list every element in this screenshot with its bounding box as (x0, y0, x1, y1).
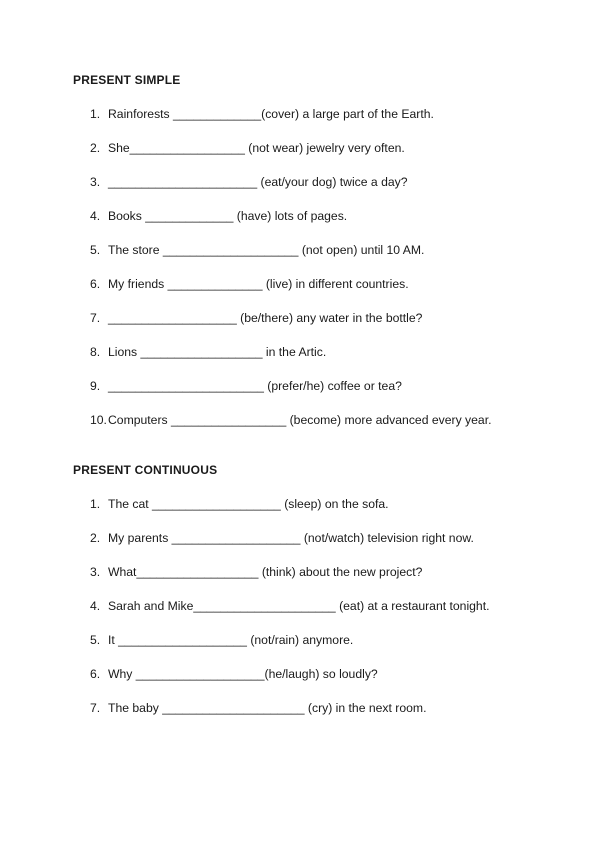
exercise-text: My friends ______________ (live) in different countries. (108, 277, 409, 291)
exercise-item (90, 666, 489, 700)
exercise-item (90, 412, 491, 446)
exercise-text: Books _____________ (have) lots of pages. (108, 209, 348, 223)
exercise-number: 4. (90, 209, 101, 223)
exercise-number: 7. (90, 701, 101, 715)
exercise-list-present-continuous (90, 496, 489, 734)
exercise-text: _______________________ (prefer/he) coffee or tea? (108, 379, 402, 393)
exercise-number: 5. (90, 243, 101, 257)
exercise-item (90, 564, 489, 598)
exercise-item (90, 700, 489, 734)
exercise-item (90, 496, 489, 530)
exercise-number: 4. (90, 599, 101, 613)
section-title-present-simple: PRESENT SIMPLE (73, 73, 181, 87)
exercise-text: Lions __________________ in the Artic. (108, 345, 327, 359)
exercise-item (90, 276, 491, 310)
exercise-text: What__________________ (think) about the new project? (108, 565, 423, 579)
exercise-text: The store ____________________ (not open) until 10 AM. (108, 243, 425, 257)
exercise-number: 8. (90, 345, 101, 359)
exercise-item (90, 208, 491, 242)
exercise-number: 2. (90, 141, 101, 155)
exercise-item (90, 530, 489, 564)
exercise-text: Sarah and Mike_____________________ (eat) at a restaurant tonight. (108, 599, 490, 613)
exercise-item (90, 310, 491, 344)
exercise-text: My parents ___________________ (not/watch) television right now. (108, 531, 474, 545)
exercise-text: Why ___________________(he/laugh) so loudly? (108, 667, 378, 681)
exercise-item (90, 598, 489, 632)
exercise-item (90, 378, 491, 412)
exercise-item (90, 140, 491, 174)
exercise-number: 3. (90, 175, 101, 189)
exercise-number: 6. (90, 667, 101, 681)
exercise-number: 1. (90, 497, 101, 511)
exercise-text: She_________________ (not wear) jewelry very often. (108, 141, 405, 155)
exercise-text: Computers _________________ (become) more advanced every year. (108, 413, 492, 427)
exercise-number: 1. (90, 107, 101, 121)
exercise-text: The baby _____________________ (cry) in the next room. (108, 701, 427, 715)
exercise-text: It ___________________ (not/rain) anymore. (108, 633, 354, 647)
exercise-text: The cat ___________________ (sleep) on the sofa. (108, 497, 389, 511)
exercise-number: 2. (90, 531, 101, 545)
section-title-present-continuous: PRESENT CONTINUOUS (73, 463, 218, 477)
exercise-number: 3. (90, 565, 101, 579)
exercise-number: 5. (90, 633, 101, 647)
exercise-text: ___________________ (be/there) any water in the bottle? (108, 311, 423, 325)
exercise-text: ______________________ (eat/your dog) twice a day? (108, 175, 408, 189)
exercise-number: 7. (90, 311, 101, 325)
exercise-list-present-simple (90, 106, 491, 446)
exercise-item (90, 242, 491, 276)
exercise-text: Rainforests _____________(cover) a large part of the Earth. (108, 107, 434, 121)
exercise-item (90, 174, 491, 208)
exercise-number: 9. (90, 379, 101, 393)
exercise-number: 6. (90, 277, 101, 291)
exercise-number: 10. (90, 413, 107, 427)
exercise-item (90, 344, 491, 378)
exercise-item (90, 632, 489, 666)
exercise-item (90, 106, 491, 140)
